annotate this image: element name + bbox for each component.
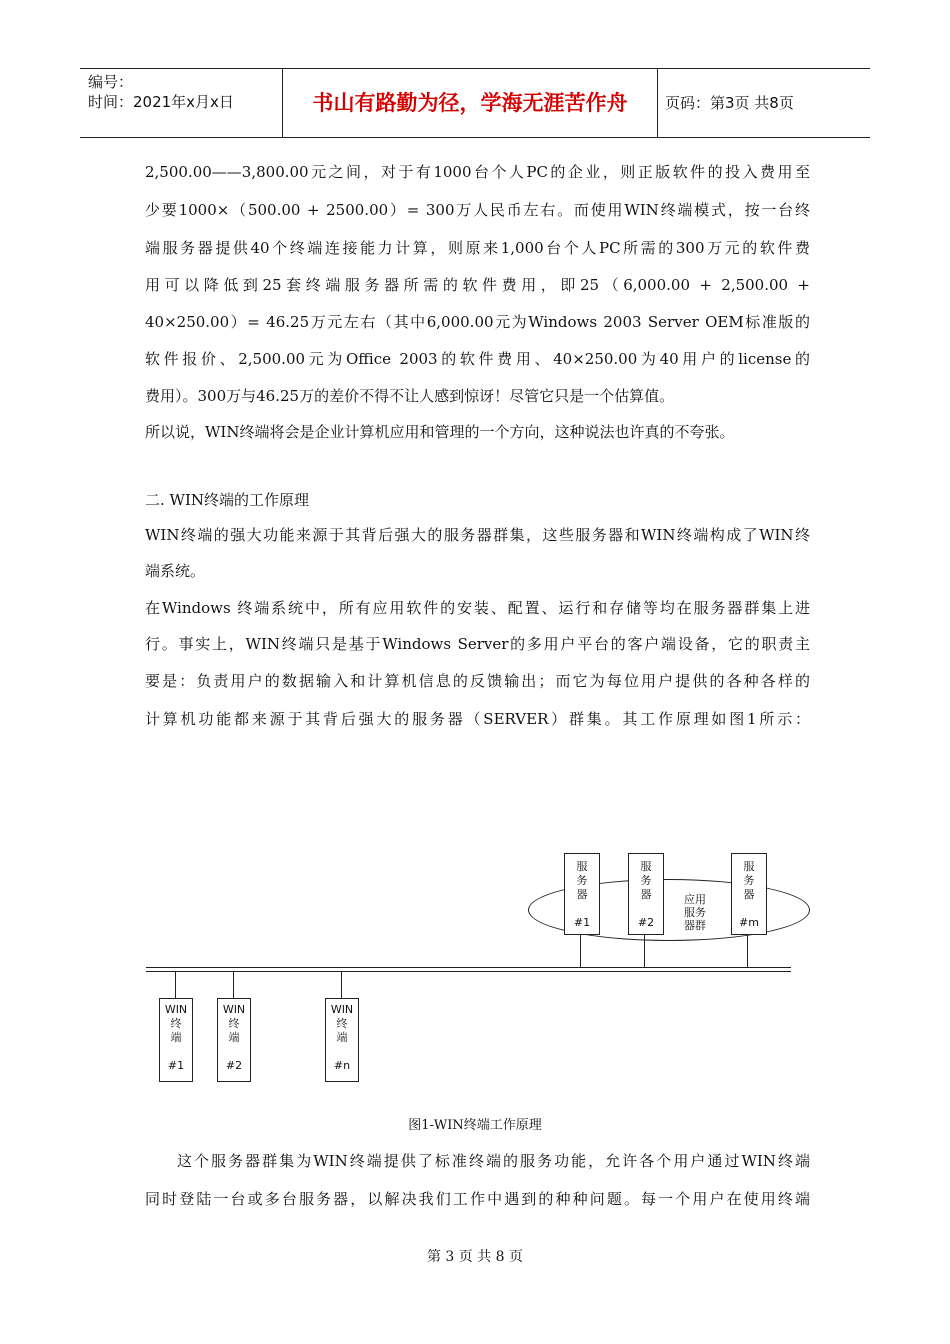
number-label: 编号： xyxy=(88,73,134,91)
page-header xyxy=(80,68,870,138)
terminal-label: WIN xyxy=(330,1003,354,1016)
terminal-label: WIN xyxy=(222,1003,246,1016)
page-footer: 第 3 页 共 8 页 xyxy=(426,1249,524,1265)
terminal-label: 终 xyxy=(336,1017,348,1030)
figure-caption: 图1-WIN终端工作原理 xyxy=(408,1118,542,1133)
server-box xyxy=(564,853,600,935)
server-label: 服 xyxy=(743,860,755,873)
terminal-label: 端 xyxy=(336,1031,348,1044)
connector-line xyxy=(175,972,176,998)
connector-line xyxy=(233,972,234,998)
terminal-id: #1 xyxy=(167,1059,185,1072)
header-motto: 书山有路勤为径，学海无涯苦作舟 xyxy=(283,69,658,137)
connector-line xyxy=(580,934,581,968)
terminal-box xyxy=(217,998,251,1082)
header-meta xyxy=(80,69,283,137)
server-label: 务 xyxy=(576,874,588,887)
terminal-box xyxy=(325,998,359,1082)
terminal-id: #n xyxy=(333,1059,351,1072)
server-label: 器 xyxy=(640,888,652,901)
terminal-label: 终 xyxy=(170,1017,182,1030)
section-heading: 二. WIN终端的工作原理 xyxy=(145,491,310,509)
server-label: 服 xyxy=(640,860,652,873)
connector-line xyxy=(644,934,645,968)
cluster-label xyxy=(670,893,720,932)
server-label: 务 xyxy=(640,874,652,887)
paragraph-line: 要是：负责用户的数据输入和计算机信息的反馈输出；而它为每位用户提供的各种各样的 xyxy=(145,672,810,690)
paragraph-line: 计算机功能都来源于其背后强大的服务器（SERVER）群集。其工作原理如图1所示： xyxy=(145,710,810,728)
terminal-label: WIN xyxy=(164,1003,188,1016)
connector-line xyxy=(341,972,342,998)
paragraph-line: 少要1000×（500.00 + 2500.00）= 300万人民币左右。而使用WIN终端模式，按一台终 xyxy=(145,201,810,219)
cluster-label-line: 应用 xyxy=(684,893,706,906)
paragraph-line: 软件报价、2,500.00元为Office 2003的软件费用、40×250.00为40用户的license的 xyxy=(145,350,810,368)
server-id: #m xyxy=(739,916,759,929)
connector-line xyxy=(747,934,748,968)
paragraph-line: 所以说，WIN终端将会是企业计算机应用和管理的一个方向，这种说法也许真的不夸张。 xyxy=(145,423,735,441)
date-label: 时间：2021年x月x日 xyxy=(88,93,234,111)
network-bus xyxy=(146,967,791,968)
terminal-label: 端 xyxy=(170,1031,182,1044)
paragraph-line: 在Windows 终端系统中，所有应用软件的安装、配置、运行和存储等均在服务器群集上进 xyxy=(145,599,810,617)
paragraph-line: 40×250.00）= 46.25万元左右（其中6,000.00元为Windows 2003 Server OEM标准版的 xyxy=(145,313,810,331)
terminal-label: 端 xyxy=(228,1031,240,1044)
network-bus xyxy=(146,971,791,972)
paragraph-line: WIN终端的强大功能来源于其背后强大的服务器群集，这些服务器和WIN终端构成了WIN终 xyxy=(145,526,810,544)
paragraph-line: 行。事实上，WIN终端只是基于Windows Server的多用户平台的客户端设备，它的职责主 xyxy=(145,635,810,653)
cluster-label-line: 器群 xyxy=(684,919,706,932)
terminal-id: #2 xyxy=(225,1059,243,1072)
paragraph-line: 这个服务器群集为WIN终端提供了标准终端的服务功能，允许各个用户通过WIN终端 xyxy=(177,1152,810,1170)
paragraph-line: 端服务器提供40个终端连接能力计算，则原来1,000台个人PC所需的300万元的软件费 xyxy=(145,239,810,257)
terminal-diagram xyxy=(140,845,810,1085)
server-id: #2 xyxy=(637,916,655,929)
paragraph-line: 同时登陆一台或多台服务器，以解决我们工作中遇到的种种问题。每一个用户在使用终端 xyxy=(145,1190,810,1208)
paragraph-line: 2,500.00——3,800.00元之间，对于有1000台个人PC的企业，则正版软件的投入费用至 xyxy=(145,163,810,181)
server-box xyxy=(628,853,664,935)
server-label: 服 xyxy=(576,860,588,873)
paragraph-line: 用可以降低到25套终端服务器所需的软件费用，即25（6,000.00 + 2,500.00 + xyxy=(145,276,810,294)
terminal-label: 终 xyxy=(228,1017,240,1030)
server-label: 器 xyxy=(576,888,588,901)
cluster-label-line: 服务 xyxy=(684,906,706,919)
paragraph-line: 端系统。 xyxy=(145,562,206,580)
paragraph-line: 费用）。300万与46.25万的差价不得不让人感到惊讶！尽管它只是一个估算值。 xyxy=(145,387,675,405)
header-page-info: 页码：第3页 共8页 xyxy=(665,94,794,112)
server-box xyxy=(731,853,767,935)
terminal-box xyxy=(159,998,193,1082)
server-label: 器 xyxy=(743,888,755,901)
server-id: #1 xyxy=(573,916,591,929)
server-label: 务 xyxy=(743,874,755,887)
